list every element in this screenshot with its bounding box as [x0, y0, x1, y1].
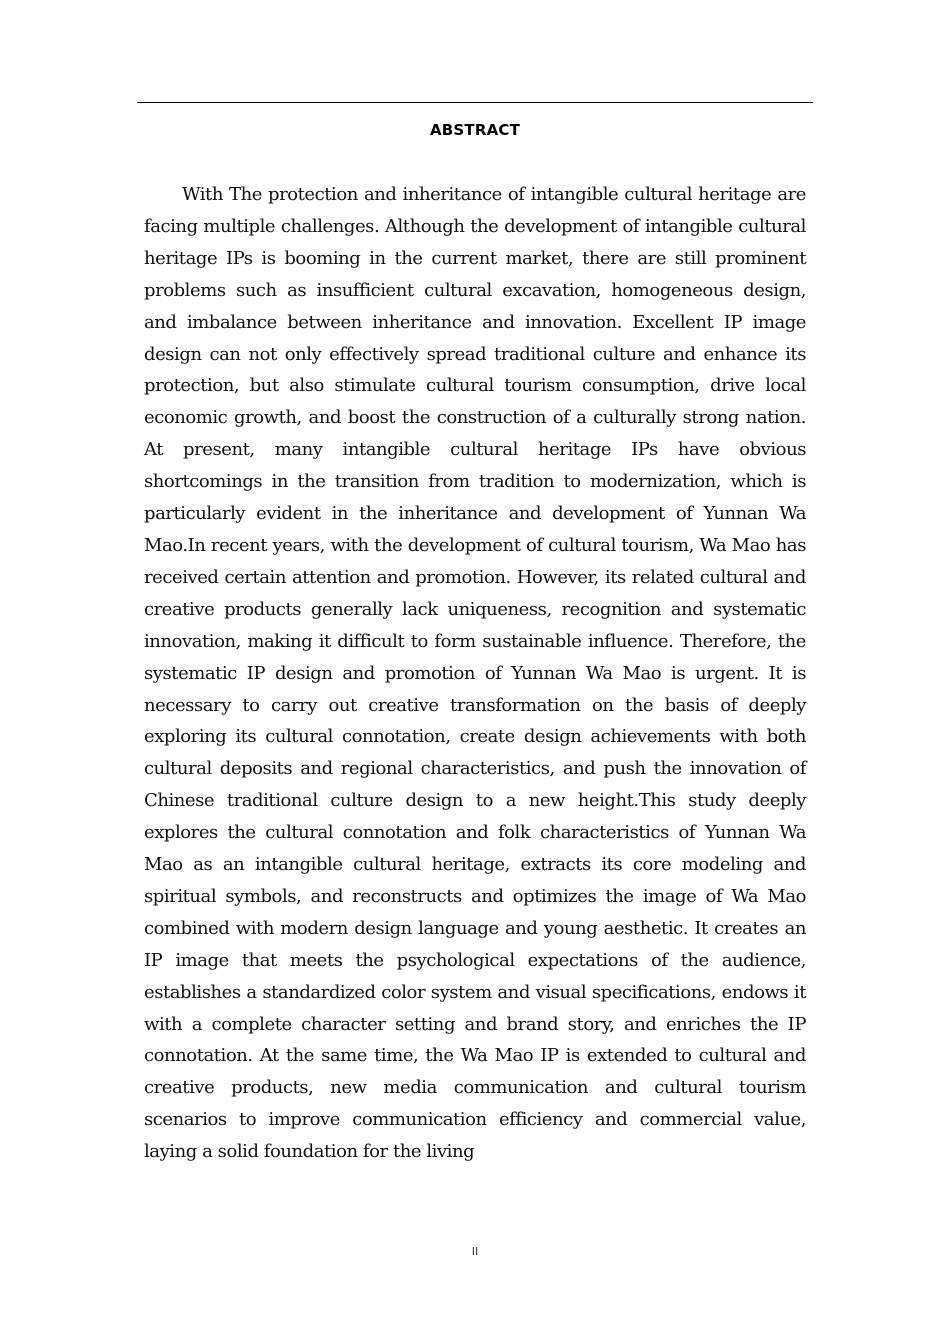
- page-number: II: [471, 1245, 479, 1258]
- header-rule: [137, 102, 813, 103]
- abstract-heading: ABSTRACT: [429, 121, 521, 139]
- abstract-body: With The protection and inheritance of intangible cultural heritage are facing multiple challenges. Although the development of intangible cultural heritage IPs is booming in the current market, there are still prominent problems such as insufficient cultural excavation, homogeneous design, and imbalance between inheritance and innovation. Excellent IP image design can not only effectively spread traditional culture and enhance its protection, but also stimulate cultural tourism consumption, drive local economic growth, and boost the construction of a culturally strong nation. At present, many intangible cultural heritage IPs have obvious shortcomings in the transition from tradition to modernization, which is particularly evident in the inheritance and development of Yunnan Wa Mao.In recent years, with the development of cultural tourism, Wa Mao has received certain attention and promotion. However, its related cultural and creative products generally lack uniqueness, recognition and systematic innovation, making it difficult to form sustainable influence. Therefore, the systematic IP design and promotion of Yunnan Wa Mao is urgent. It is necessary to carry out creative transformation on the basis of deeply exploring its cultural connotation, create design achievements with both cultural deposits and regional characteristics, and push the innovation of Chinese traditional culture design to a new height.This study deeply explores the cultural connotation and folk characteristics of Yunnan Wa Mao as an intangible cultural heritage, extracts its core modeling and spiritual symbols, and reconstructs and optimizes the image of Wa Mao combined with modern design language and young aesthetic. It creates an IP image that meets the psychological expectations of the audience, establishes a standardized color system and visual specifications, endows it with a complete character setting and brand story, and enriches the IP connotation. At the same time, the Wa Mao IP is extended to cultural and creative products, new media communication and cultural tourism scenarios to improve communication efficiency and commercial value, laying a solid foundation for the living: [144, 184, 806, 1163]
